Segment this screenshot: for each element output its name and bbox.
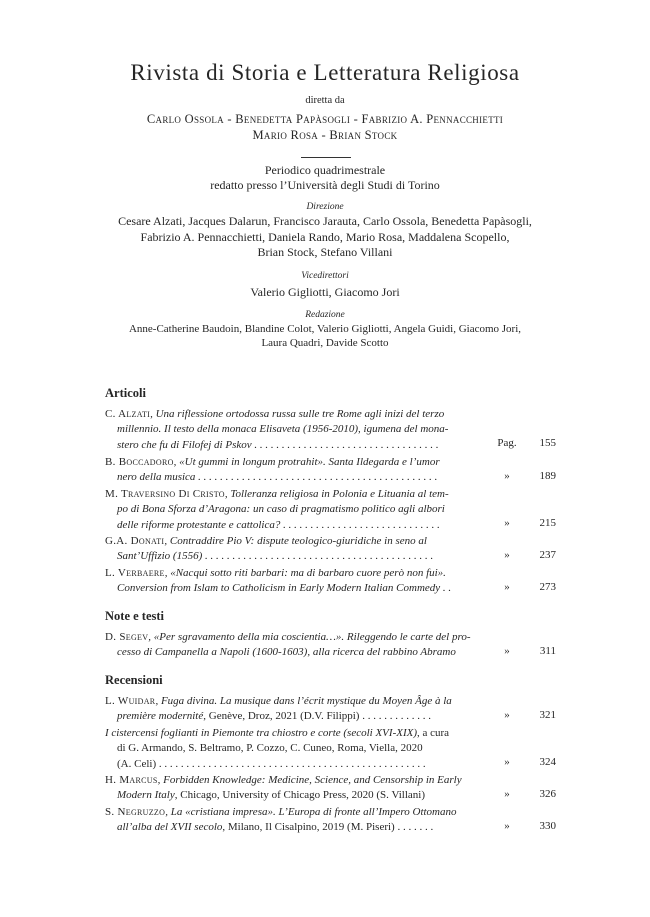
entry-title: , «Nacqui sotto riti barbari: ma di barbaro cuore però non fui». — [164, 567, 446, 579]
direzione-label: Direzione — [306, 202, 344, 212]
names-line: Anne-Catherine Baudoin, Blandine Colot, Valerio Gigliotti, Angela Guidi, Giacomo Jori, — [128, 323, 522, 335]
periodical-line: Periodico quadrimestrale — [264, 163, 386, 177]
vicedirettori-names — [0, 285, 650, 301]
entry-title: , Tolleranza religiosa in Polonia e Lituania al tem- — [224, 488, 449, 500]
directed-by: diretta da — [305, 95, 345, 106]
toc-entry[interactable] — [105, 694, 485, 725]
entry-publication: di G. Armando, S. Beltramo, P. Cozzo, C. Cuneo, Roma, Viella, 2020 — [117, 742, 423, 755]
editors-line: Mario Rosa - Brian Stock — [252, 128, 398, 142]
entry-title: , «Ut gummi in longum protrahit». Santa Ildegarda e l’umor — [173, 456, 440, 468]
page-number: 330 — [539, 820, 556, 832]
redazione-label: Redazione — [305, 310, 345, 320]
entry-title: I cistercensi foglianti in Piemonte tra chiostro e corte (secoli XVI-XIX) — [105, 727, 417, 739]
page-prefix: » — [504, 709, 510, 721]
toc-entry[interactable] — [105, 487, 485, 533]
entry-author: L. Wuidar — [105, 695, 156, 707]
page-number: 273 — [539, 581, 556, 593]
direzione-names — [0, 214, 650, 261]
names-line: Fabrizio A. Pennacchietti, Daniela Rando, Mario Rosa, Maddalena Scopello, — [140, 229, 510, 244]
periodical-info — [0, 163, 650, 192]
vicedirettori-label: Vicedirettori — [301, 271, 349, 281]
page-prefix: » — [504, 788, 510, 800]
entry-publication: , Milano, Il Cisalpino, 2019 (M. Piseri) . . . . . . . — [222, 821, 434, 834]
entry-title: , Una riflessione ortodossa russa sulle tre Rome agli inizi del terzo — [150, 408, 445, 420]
page-number: 215 — [539, 517, 556, 529]
entry-title-cont: Sant’Uffizio (1556) . . . . . . . . . . . . . . . . . . . . . . . . . . . . . . . . . . . . . . . . . . — [117, 550, 434, 563]
editors-line: Carlo Ossola - Benedetta Papàsogli - Fabrizio A. Pennacchietti — [146, 112, 504, 126]
entry-author: B. Boccadoro — [105, 456, 174, 468]
page-prefix: » — [504, 820, 510, 832]
entry-author: S. Negruzzo — [105, 806, 166, 818]
entry-publication: , Chicago, University of Chicago Press, 2020 (S. Villani) — [174, 789, 426, 802]
entry-title: , La «cristiana impresa». L’Europa di fronte all’Impero Ottomano — [165, 806, 457, 818]
page-number: 189 — [539, 470, 556, 482]
entry-publication: , a cura — [417, 727, 450, 739]
entry-title-cont: cesso di Campanella a Napoli (1600-1603), alla ricerca del rabbino Abramo — [117, 646, 456, 659]
page-number: 326 — [539, 788, 556, 800]
page-number: 155 — [539, 437, 556, 449]
entry-title-cont: po di Bona Sforza d’Aragona: un caso di pragmatismo politico agli albori — [117, 503, 445, 516]
periodical-line: redatto presso l’Università degli Studi di Torino — [210, 177, 440, 192]
divider-rule — [301, 157, 351, 158]
entry-title-cont: stero che fu di Filofej di Pskov . . . . . . . . . . . . . . . . . . . . . . . . . . . . . . . . . . — [117, 438, 439, 451]
entry-title-cont: millennio. Il testo della monaca Elisaveta (1956-2010), igumena del mona- — [117, 423, 449, 436]
page-prefix: » — [504, 645, 510, 657]
entry-title: , Contraddire Pio V: dispute teologico-giuridiche in seno al — [164, 535, 427, 547]
page-number: 324 — [539, 756, 556, 768]
names-line: Cesare Alzati, Jacques Dalarun, Francisco Jarauta, Carlo Ossola, Benedetta Papàsogli, — [118, 214, 532, 228]
toc-entry[interactable] — [105, 773, 485, 804]
entry-publication: , Genève, Droz, 2021 (D.V. Filippi) . . . . . . . . . . . . . — [203, 710, 431, 723]
names-line: Valerio Gigliotti, Giacomo Jori — [250, 285, 400, 299]
page-prefix: » — [504, 549, 510, 561]
entry-title: , «Per sgravamento della mia coscientia…». Rileggendo le carte del pro- — [148, 631, 471, 643]
toc-entry[interactable] — [105, 566, 485, 597]
entry-author: G.A. Donati — [105, 535, 165, 547]
page-number: 311 — [539, 645, 556, 657]
entry-title: , Forbidden Knowledge: Medicine, Science, and Censorship in Early — [157, 774, 462, 786]
toc-entry[interactable] — [105, 455, 485, 486]
entry-title-cont: Conversion from Islam to Catholicism in Early Modern Italian Commedy . . — [117, 582, 452, 595]
entry-author: L. Verbaere — [105, 567, 165, 579]
redazione-names — [0, 322, 650, 350]
page-prefix: » — [504, 756, 510, 768]
entry-publication: (A. Celi) . . . . . . . . . . . . . . . . . . . . . . . . . . . . . . . . . . . . . . . . . . . . . . . . . — [117, 757, 426, 770]
toc-entry[interactable] — [105, 630, 485, 661]
entry-author: D. Segev — [105, 631, 149, 643]
names-line: Laura Quadri, Davide Scotto — [261, 337, 389, 349]
names-line: Brian Stock, Stefano Villani — [257, 245, 393, 259]
entry-title-cont: première modernité — [117, 710, 204, 723]
toc-entry[interactable] — [105, 534, 485, 565]
entry-title: , Fuga divina. La musique dans l’écrit mystique du Moyen Âge à la — [155, 695, 452, 707]
editors — [0, 111, 650, 143]
entry-author: M. Traversino Di Cristo — [105, 488, 225, 500]
entry-title-cont: Modern Italy — [117, 789, 175, 802]
page-prefix: » — [504, 581, 510, 593]
page-prefix: Pag. — [497, 437, 517, 449]
entry-title-cont: delle riforme protestante e cattolica? . . . . . . . . . . . . . . . . . . . . . . . . . . . . . — [117, 518, 440, 531]
section-heading-recensioni: Recensioni — [105, 673, 163, 687]
page-prefix: » — [504, 517, 510, 529]
entry-title-cont: nero della musica . . . . . . . . . . . . . . . . . . . . . . . . . . . . . . . . . . . . . . . . . . . . — [117, 471, 438, 484]
journal-title: Rivista di Storia e Letteratura Religiosa — [130, 60, 520, 85]
entry-title-cont: all’alba del XVII secolo — [117, 821, 223, 834]
page-prefix: » — [504, 470, 510, 482]
toc-entry[interactable] — [105, 805, 485, 836]
toc-entry[interactable] — [105, 407, 485, 453]
page-number: 237 — [539, 549, 556, 561]
section-heading-note: Note e testi — [105, 609, 164, 623]
entry-author: H. Marcus — [105, 774, 158, 786]
section-heading-articoli: Articoli — [105, 386, 146, 400]
page-number: 321 — [539, 709, 556, 721]
toc-entry[interactable] — [105, 726, 485, 772]
entry-author: C. Alzati — [105, 408, 151, 420]
